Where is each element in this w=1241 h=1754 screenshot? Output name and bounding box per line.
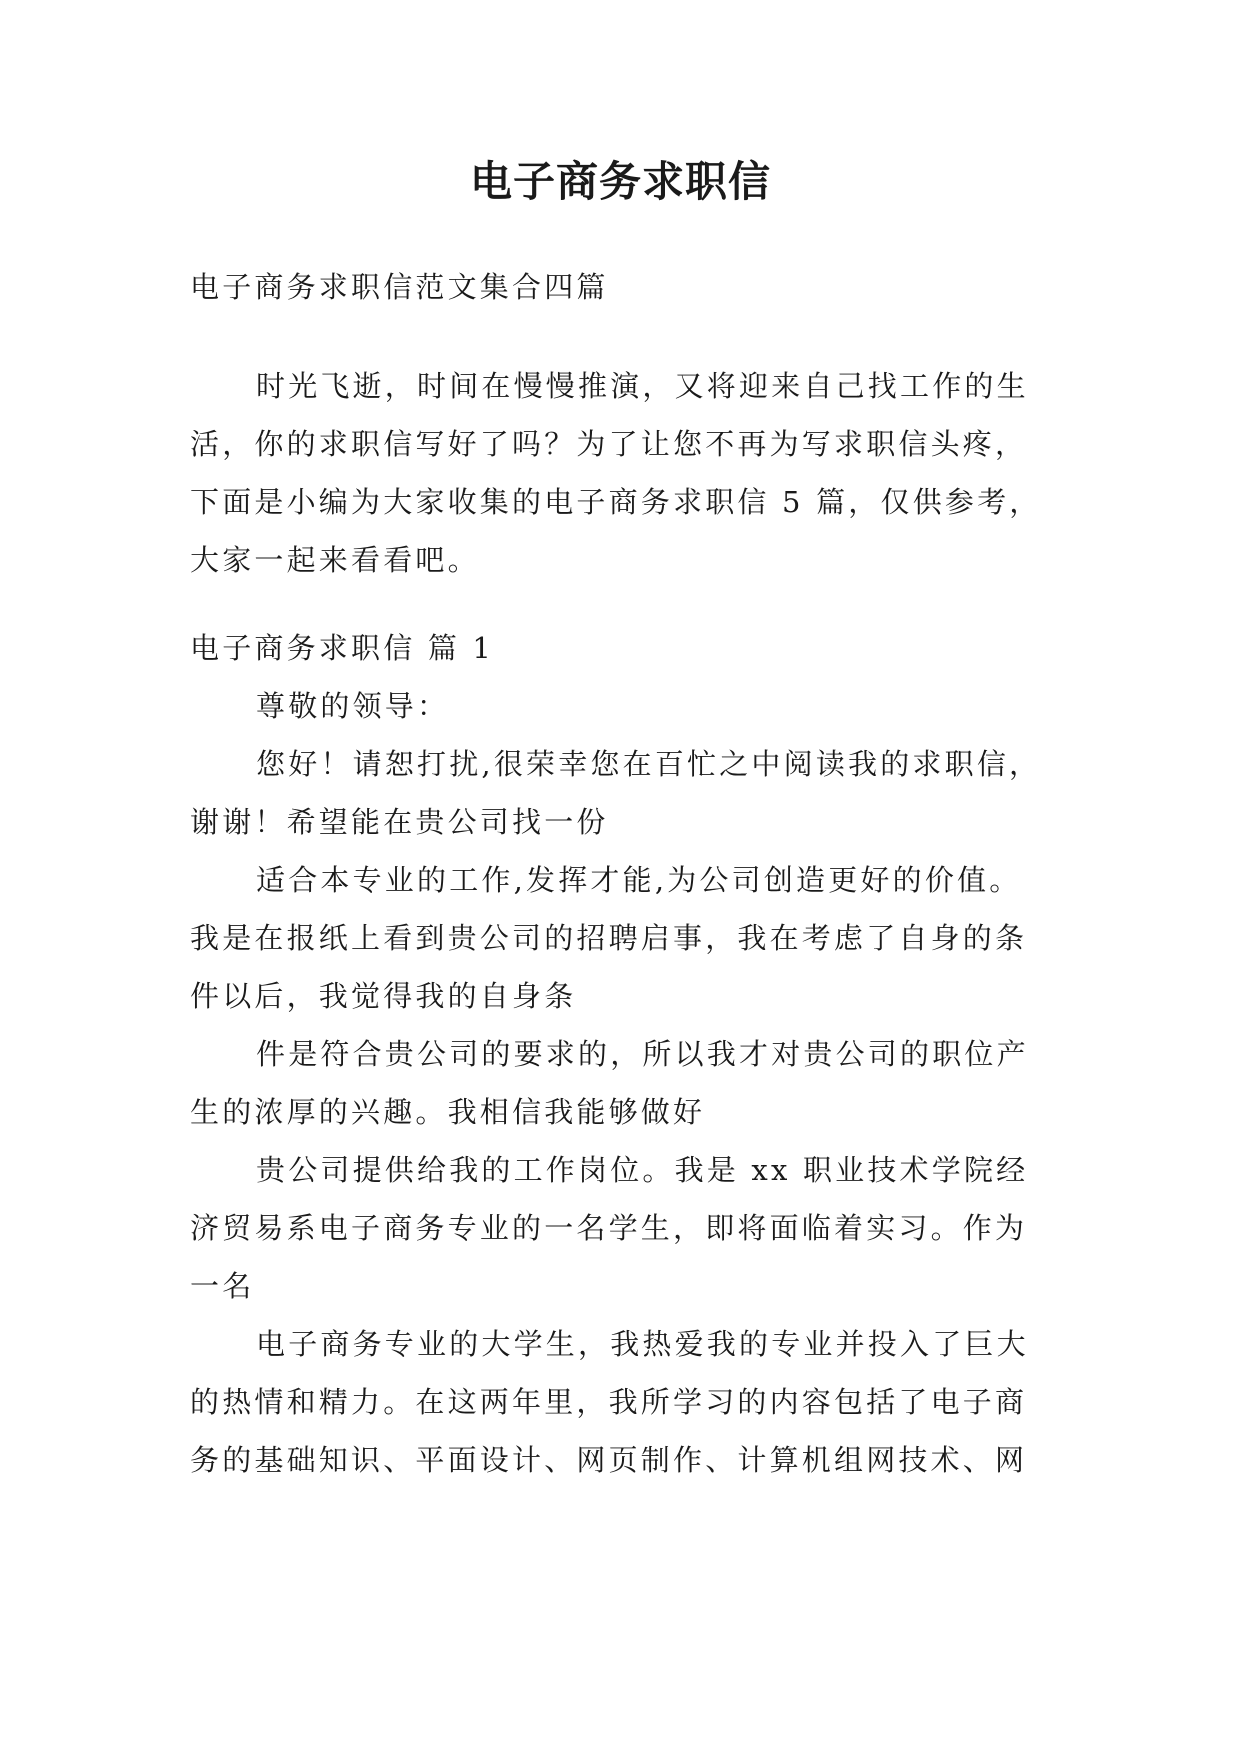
paragraph-line: 谢谢！希望能在贵公司找一份 xyxy=(190,805,609,839)
paragraph-line: 电子商务专业的大学生，我热爱我的专业并投入了巨大 xyxy=(256,1327,1029,1361)
salutation: 尊敬的领导： xyxy=(256,689,450,723)
paragraph-line: 我是在报纸上看到贵公司的招聘启事，我在考虑了自身的条 xyxy=(190,921,1028,955)
paragraph-line: 务的基础知识、平面设计、网页制作、计算机组网技术、网 xyxy=(190,1443,1028,1477)
intro-line: 下面是小编为大家收集的电子商务求职信 5 篇，仅供参考， xyxy=(190,485,1042,519)
paragraph-line: 件以后，我觉得我的自身条 xyxy=(190,979,577,1013)
intro-line: 活，你的求职信写好了吗？为了让您不再为写求职信头疼， xyxy=(190,427,1028,461)
subtitle xyxy=(190,258,1050,316)
paragraph-line: 生的浓厚的兴趣。我相信我能够做好 xyxy=(190,1095,706,1129)
intro-line: 大家一起来看看吧。 xyxy=(190,543,480,577)
paragraph-line: 济贸易系电子商务专业的一名学生，即将面临着实习。作为 xyxy=(190,1211,1028,1245)
letter-section-1 xyxy=(190,619,1050,1489)
paragraph-line: 您好！请恕打扰,很荣幸您在百忙之中阅读我的求职信， xyxy=(256,747,1042,781)
paragraph-line: 件是符合贵公司的要求的，所以我才对贵公司的职位产 xyxy=(256,1037,1029,1071)
paragraph-line: 适合本专业的工作,发挥才能,为公司创造更好的价值。 xyxy=(256,863,1022,897)
page-title: 电子商务求职信 xyxy=(469,157,771,206)
paragraph-line: 一名 xyxy=(190,1269,255,1303)
subtitle-line: 电子商务求职信范文集合四篇 xyxy=(190,270,609,304)
paragraph-line: 的热情和精力。在这两年里，我所学习的内容包括了电子商 xyxy=(190,1385,1028,1419)
intro-line: 时光飞逝，时间在慢慢推演，又将迎来自己找工作的生 xyxy=(256,369,1029,403)
paragraph-line: 贵公司提供给我的工作岗位。我是 xx 职业技术学院经 xyxy=(256,1153,1029,1187)
section-heading: 电子商务求职信 篇 1 xyxy=(190,631,495,665)
intro-paragraph xyxy=(190,357,1050,589)
